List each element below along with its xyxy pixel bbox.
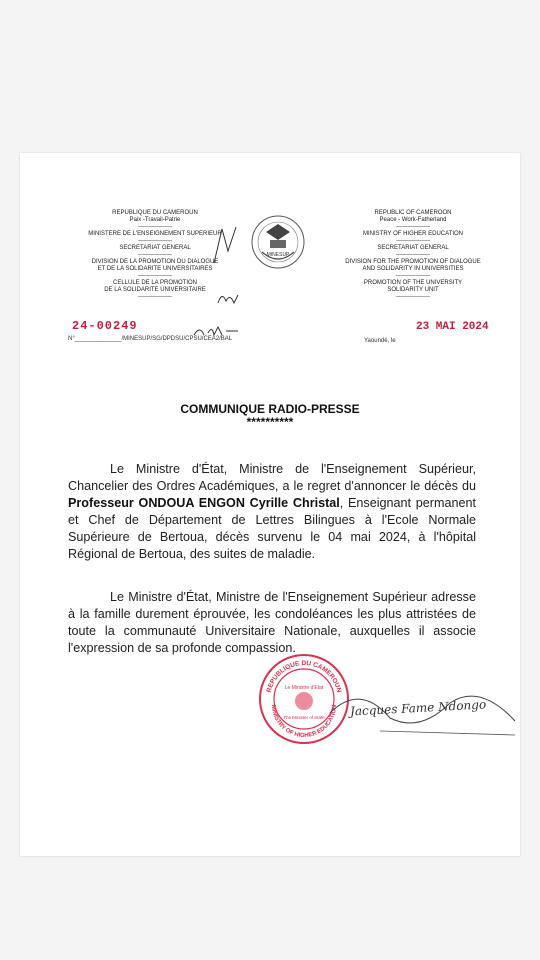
stamp-inner-text: Le Ministre d'Etat (284, 685, 324, 691)
header-left-line: MINISTERE DE L'ENSEIGNEMENT SUPERIEUR (88, 231, 222, 237)
seal-label: MINESUP (266, 252, 290, 258)
paragraph-1 (68, 461, 476, 563)
header-right (338, 210, 488, 301)
stamp-bottom-text: MINISTRY OF HIGHER EDUCATION (269, 704, 339, 740)
header-right-line: REPUBLIC OF CAMEROON (374, 210, 452, 216)
header-left-line: DIVISION DE LA PROMOTION DU DIALOGUE (91, 259, 219, 265)
header-left-line: Paix -Travail-Patrie (129, 217, 181, 223)
ministry-seal-icon (248, 208, 308, 280)
header-right-line: Peace - Work-Fatherland (379, 217, 447, 223)
signature: Jacques Fame Ndongo (349, 697, 487, 719)
header-right-line: PROMOTION OF THE UNIVERSITY (363, 280, 463, 286)
paragraph-2: Le Ministre d'État, Ministre de l'Enseignement Supérieur adresse à la famille durement éprouvée, les condoléances les plus attristées de toute la communauté Universitaire Nationale, auxquelles il associe l'expression de sa profonde compassion. (68, 590, 476, 655)
header-left-line: ----------------- (138, 252, 172, 258)
title-stars: ********** (246, 415, 294, 429)
header-right-line: ----------------- (396, 224, 430, 230)
header-right-line: ----------------- (396, 238, 430, 244)
reference-number: 24-00249 (72, 319, 138, 333)
header-left-line: ----------------- (138, 224, 172, 230)
stamp-inner-text-2: The Minister of State (283, 715, 325, 720)
document-page (20, 153, 520, 856)
handwritten-initial-icon (216, 289, 240, 307)
deceased-name: Professeur ONDOUA ENGON Cyrille Christal (68, 496, 340, 510)
reference-line: N°______________/MINESUP/SG/DPDSU/CPSU/CEA2/BAL (68, 336, 233, 342)
header-right-line: DIVISION FOR THE PROMOTION OF DIALOGUE (345, 259, 481, 265)
header-left-line: REPUBLIQUE DU CAMEROUN (112, 210, 198, 216)
header-left-line: ----------------- (138, 294, 172, 300)
document-title: COMMUNIQUE RADIO-PRESSE (180, 402, 360, 416)
header-right-line: ----------------- (396, 252, 430, 258)
header-left-line: DE LA SOLIDARITE UNIVERSITAIRE (104, 287, 206, 293)
header-right-line: SOLIDARITY UNIT (387, 287, 439, 293)
header-left-line: ----------------- (138, 238, 172, 244)
header-left-line: ----------------- (138, 273, 172, 279)
paragraph-1-start: Le Ministre d'État, Ministre de l'Enseignement Supérieur, Chancelier des Ordres Académiques, a le regret d'annoncer le décès du (68, 462, 476, 493)
header-left-line: CELLULE DE LA PROMOTION (112, 280, 198, 286)
header-left-line: ET DE LA SOLIDARITE UNIVERSITAIRES (97, 266, 213, 272)
stamp-top-text: REPUBLIQUE DU CAMEROUN (265, 659, 343, 694)
place-date-label: Yaoundé, le (364, 338, 396, 344)
handwritten-initial-icon (210, 225, 240, 265)
header-left-line: SECRETARIAT GENERAL (119, 245, 191, 251)
header-right-line: ----------------- (396, 273, 430, 279)
header-right-line: AND SOLIDARITY IN UNIVERSITIES (362, 266, 464, 272)
paragraph-1-end: , Enseignant permanent et Chef de Département de Lettres Bilingues à l'Ecole Normale Supérieure de Bertoua, décès survenu le 04 mai 2024, à l'hôpital Régional de Bertoua, des suites de maladie. (68, 496, 476, 561)
header-left (80, 210, 230, 301)
header-right-line: MINISTRY OF HIGHER EDUCATION (362, 231, 463, 237)
header-right-line: ----------------- (396, 294, 430, 300)
date-stamp: 23 MAI 2024 (416, 321, 489, 333)
header-right-line: SECRETARIAT GENERAL (377, 245, 449, 251)
